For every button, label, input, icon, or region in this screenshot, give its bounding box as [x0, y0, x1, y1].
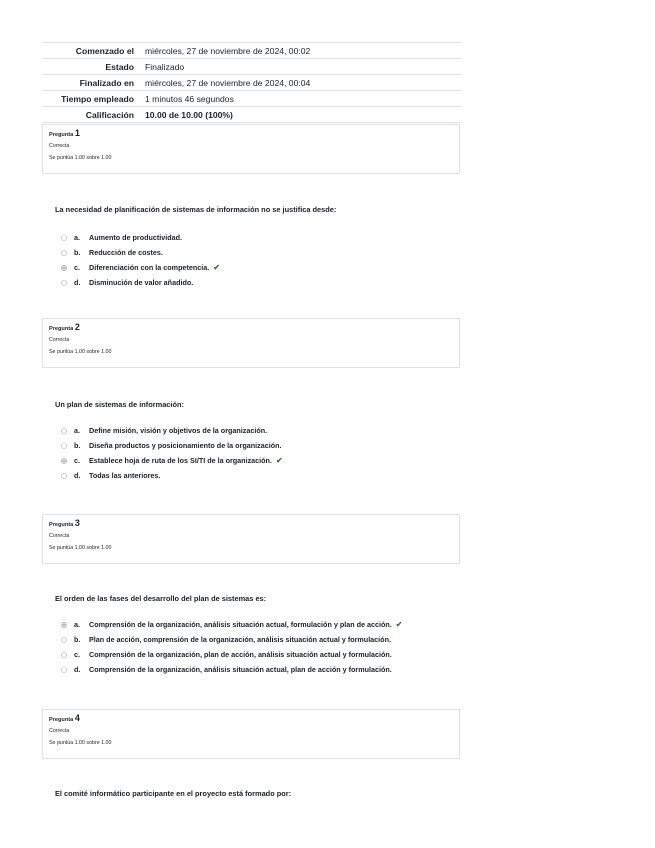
radio-icon: [61, 667, 67, 673]
summary-value: Finalizado: [141, 59, 462, 75]
answer-list-3: [61, 617, 402, 677]
question-text-2: Un plan de sistemas de información:: [55, 400, 184, 409]
question-info-2: [42, 318, 460, 368]
radio-icon: [61, 652, 67, 658]
question-grade: Se puntúa 1.00 sobre 1.00: [49, 349, 112, 355]
radio-icon: [61, 265, 67, 271]
radio-icon: [61, 622, 67, 628]
summary-label: Finalizado en: [42, 75, 141, 91]
radio-icon: [61, 235, 67, 241]
summary-value: miércoles, 27 de noviembre de 2024, 00:04: [141, 75, 462, 91]
answer-option[interactable]: a. Aumento de productividad.: [61, 230, 220, 245]
question-number: Pregunta 1: [49, 128, 80, 138]
answer-option-selected[interactable]: a. Comprensión de la organización, análisis situación actual, formulación y plan de acción. ✔: [61, 617, 402, 632]
answer-option[interactable]: c. Comprensión de la organización, plan de acción, análisis situación actual y formulación.: [61, 647, 402, 662]
answer-option[interactable]: d. Todas las anteriores.: [61, 468, 283, 483]
question-text-4: El comité informático participante en el proyecto está formado por:: [55, 789, 292, 798]
question-info-4: [42, 709, 460, 759]
question-grade: Se puntúa 1.00 sobre 1.00: [49, 155, 112, 161]
radio-icon: [61, 280, 67, 286]
radio-icon: [61, 637, 67, 643]
question-info-1: [42, 124, 460, 174]
radio-icon: [61, 458, 67, 464]
answer-option[interactable]: b. Plan de acción, comprensión de la organización, análisis situación actual y formulación.: [61, 632, 402, 647]
question-grade: Se puntúa 1.00 sobre 1.00: [49, 740, 112, 746]
radio-icon: [61, 473, 67, 479]
summary-value: 1 minutos 46 segundos: [141, 91, 462, 107]
summary-row-started: [42, 43, 462, 59]
question-number: Pregunta 2: [49, 322, 80, 332]
check-icon: ✔: [275, 456, 283, 465]
answer-option[interactable]: a. Define misión, visión y objetivos de la organización.: [61, 423, 283, 438]
summary-label: Comenzado el: [42, 43, 141, 59]
answer-option-selected[interactable]: c. Establece hoja de ruta de los SI/TI de la organización. ✔: [61, 453, 283, 468]
summary-value: 10.00 de 10.00 (100%): [141, 107, 462, 123]
question-state: Correcta: [49, 533, 70, 539]
check-icon: ✔: [395, 620, 403, 629]
summary-label: Estado: [42, 59, 141, 75]
summary-row-time: [42, 91, 462, 107]
answer-list-1: [61, 230, 220, 290]
check-icon: ✔: [213, 263, 220, 272]
question-number: Pregunta 3: [49, 518, 80, 528]
question-state: Correcta: [49, 337, 70, 343]
summary-row-state: [42, 59, 462, 75]
question-number: Pregunta 4: [49, 713, 80, 723]
summary-row-finished: [42, 75, 462, 91]
summary-value: miércoles, 27 de noviembre de 2024, 00:02: [141, 43, 462, 59]
question-text-1: La necesidad de planificación de sistemas de información no se justifica desde:: [55, 205, 337, 214]
answer-option[interactable]: b. Reducción de costes.: [61, 245, 220, 260]
summary-row-grade: [42, 107, 462, 123]
answer-option[interactable]: d. Comprensión de la organización, análisis situación actual, plan de acción y formulación.: [61, 662, 402, 677]
question-state: Correcta: [49, 728, 70, 734]
summary-label: Tiempo empleado: [42, 91, 141, 107]
question-grade: Se puntúa 1.00 sobre 1.00: [49, 545, 112, 551]
radio-icon: [61, 443, 67, 449]
answer-option-selected[interactable]: c. Diferenciación con la competencia. ✔: [61, 260, 220, 275]
attempt-summary-table: [42, 42, 462, 123]
answer-list-2: [61, 423, 283, 483]
question-info-3: [42, 514, 460, 564]
answer-option[interactable]: b. Diseña productos y posicionamiento de la organización.: [61, 438, 283, 453]
question-text-3: El orden de las fases del desarrollo del plan de sistemas es:: [55, 594, 267, 603]
summary-label: Calificación: [42, 107, 141, 123]
answer-option[interactable]: d. Disminución de valor añadido.: [61, 275, 220, 290]
radio-icon: [61, 250, 67, 256]
radio-icon: [61, 428, 67, 434]
question-state: Correcta: [49, 143, 70, 149]
